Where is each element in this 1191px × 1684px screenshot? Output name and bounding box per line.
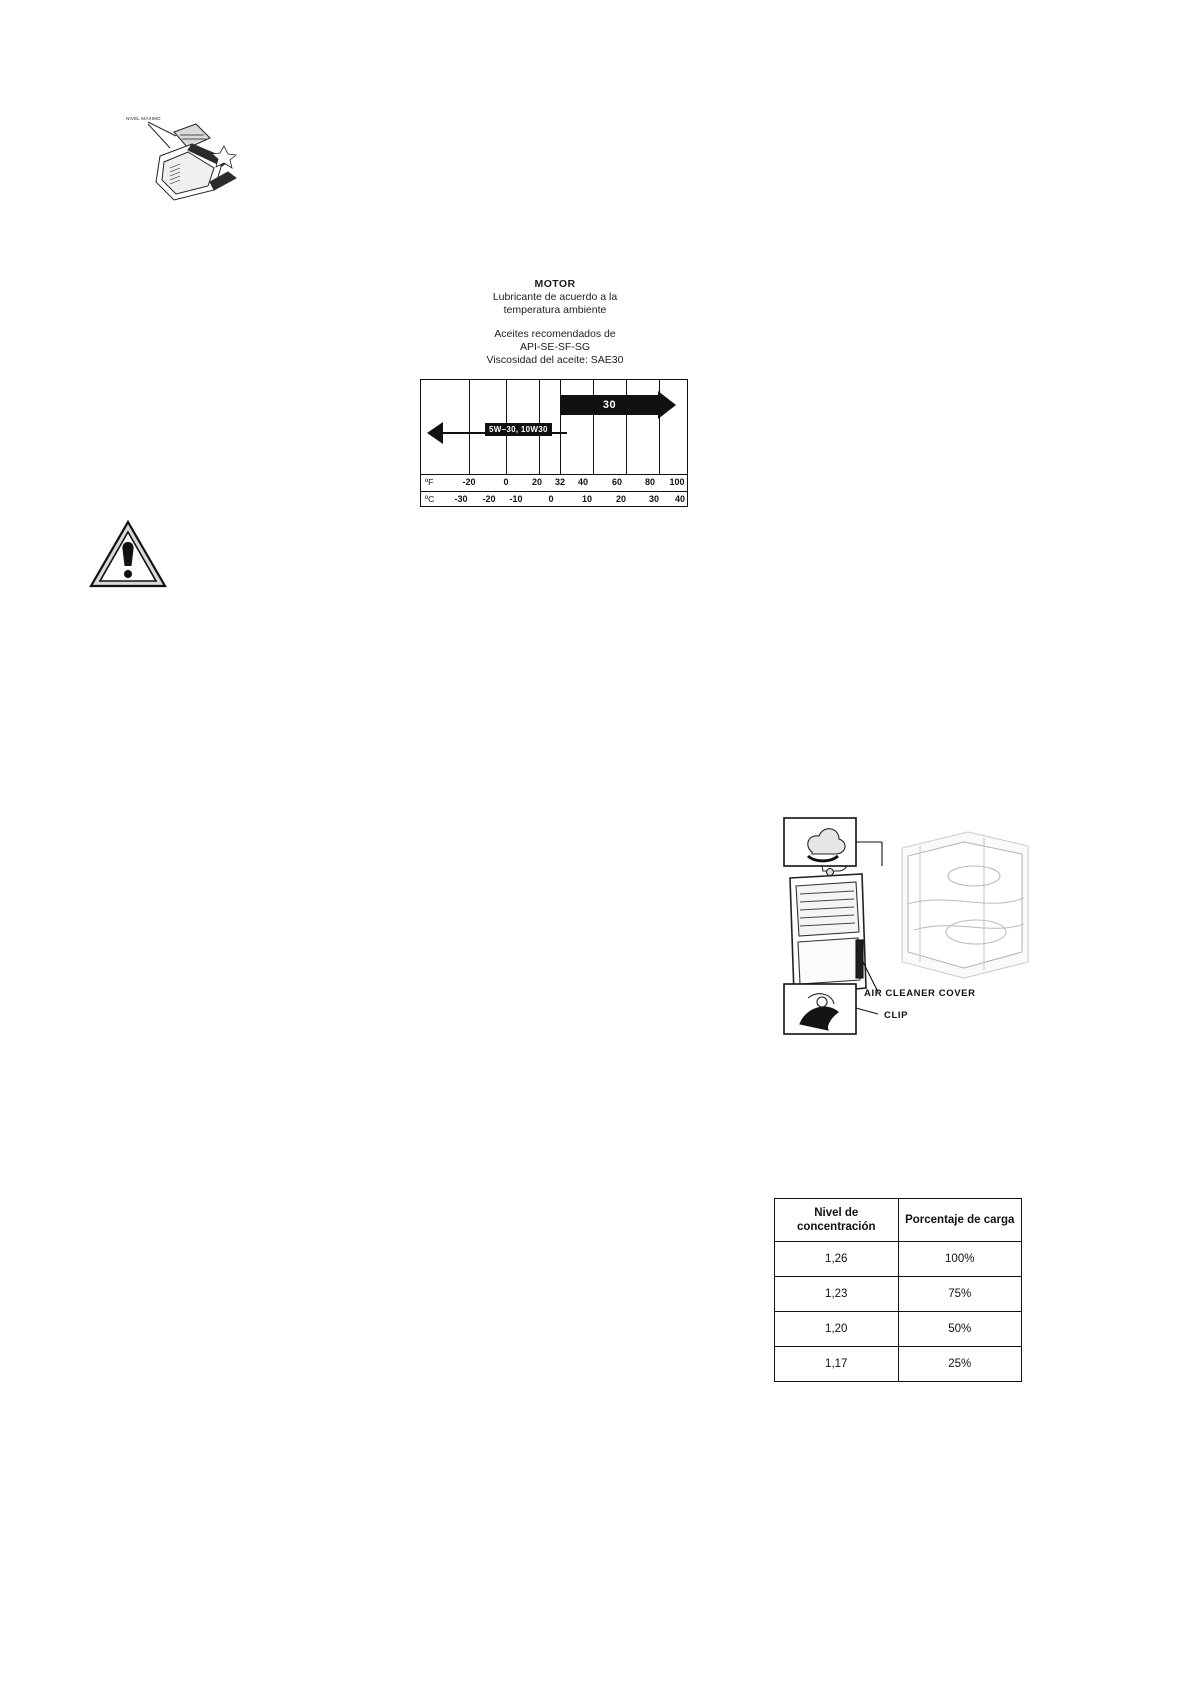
table-row bbox=[775, 1242, 1022, 1277]
tick-f: 100 bbox=[669, 477, 685, 487]
air-cleaner-clip-caption: CLIP bbox=[884, 1010, 909, 1021]
air-cleaner-figure bbox=[778, 812, 1038, 1057]
arrow-left-icon bbox=[427, 422, 443, 444]
oil-viscosity-chart bbox=[420, 278, 690, 507]
cell-nivel: 1,26 bbox=[775, 1242, 899, 1277]
oil-chart-title-line6: Viscosidad del aceite: SAE30 bbox=[486, 354, 624, 366]
tick-f: 40 bbox=[577, 477, 589, 487]
tick-f: 80 bbox=[644, 477, 656, 487]
dipstick-oil-level-figure bbox=[118, 108, 248, 216]
tick-f: 0 bbox=[503, 477, 509, 487]
oil-chart-title-line5: API-SE-SF-SG bbox=[519, 341, 590, 353]
oil-chart-title-line4: Aceites recomendados de bbox=[494, 328, 616, 340]
axis-celsius bbox=[421, 492, 687, 507]
tick-f: 32 bbox=[554, 477, 566, 487]
table-row bbox=[775, 1312, 1022, 1347]
tick-c: 30 bbox=[648, 494, 660, 504]
oil-chart-title-line3: temperatura ambiente bbox=[503, 304, 607, 316]
tick-f: 20 bbox=[531, 477, 543, 487]
axis-unit-c: ºC bbox=[425, 494, 435, 504]
tick-c: 10 bbox=[581, 494, 593, 504]
dipstick-level-label: NIVEL MÁXIMO bbox=[126, 116, 161, 121]
cell-porcentaje: 50% bbox=[898, 1312, 1022, 1347]
cell-porcentaje: 100% bbox=[898, 1242, 1022, 1277]
column-header-nivel: Nivel de concentración bbox=[775, 1199, 899, 1242]
oil-band-multigrade-label: 5W–30, 10W30 bbox=[485, 423, 552, 436]
cell-nivel: 1,23 bbox=[775, 1277, 899, 1312]
oil-chart-title-line2: Lubricante de acuerdo a la bbox=[492, 291, 618, 303]
tick-c: 0 bbox=[548, 494, 554, 504]
air-cleaner-cover-caption: AIR CLEANER COVER bbox=[864, 988, 976, 999]
table-row bbox=[775, 1277, 1022, 1312]
column-header-porcentaje: Porcentaje de carga bbox=[898, 1199, 1022, 1242]
cell-porcentaje: 25% bbox=[898, 1347, 1022, 1382]
tick-c: -30 bbox=[454, 494, 468, 504]
cell-porcentaje: 75% bbox=[898, 1277, 1022, 1312]
tick-c: -20 bbox=[482, 494, 496, 504]
cell-nivel: 1,20 bbox=[775, 1312, 899, 1347]
table-row bbox=[775, 1347, 1022, 1382]
tick-f: 60 bbox=[611, 477, 623, 487]
tick-c: 20 bbox=[615, 494, 627, 504]
oil-band-sae30 bbox=[560, 395, 676, 415]
tick-f: -20 bbox=[462, 477, 476, 487]
tick-c: -10 bbox=[509, 494, 523, 504]
axis-fahrenheit bbox=[421, 475, 687, 490]
warning-triangle-icon bbox=[88, 518, 168, 590]
oil-chart-title bbox=[420, 278, 690, 367]
tick-c: 40 bbox=[674, 494, 686, 504]
axis-unit-f: ºF bbox=[425, 477, 434, 487]
battery-charge-table bbox=[774, 1198, 1022, 1382]
arrow-right-icon bbox=[658, 391, 676, 419]
oil-chart-title-line1: MOTOR bbox=[534, 278, 576, 290]
oil-chart-plot bbox=[420, 379, 688, 507]
cell-nivel: 1,17 bbox=[775, 1347, 899, 1382]
table-header-row bbox=[775, 1199, 1022, 1242]
dipstick-illustration bbox=[118, 108, 248, 216]
oil-band-sae30-label: 30 bbox=[602, 399, 617, 411]
